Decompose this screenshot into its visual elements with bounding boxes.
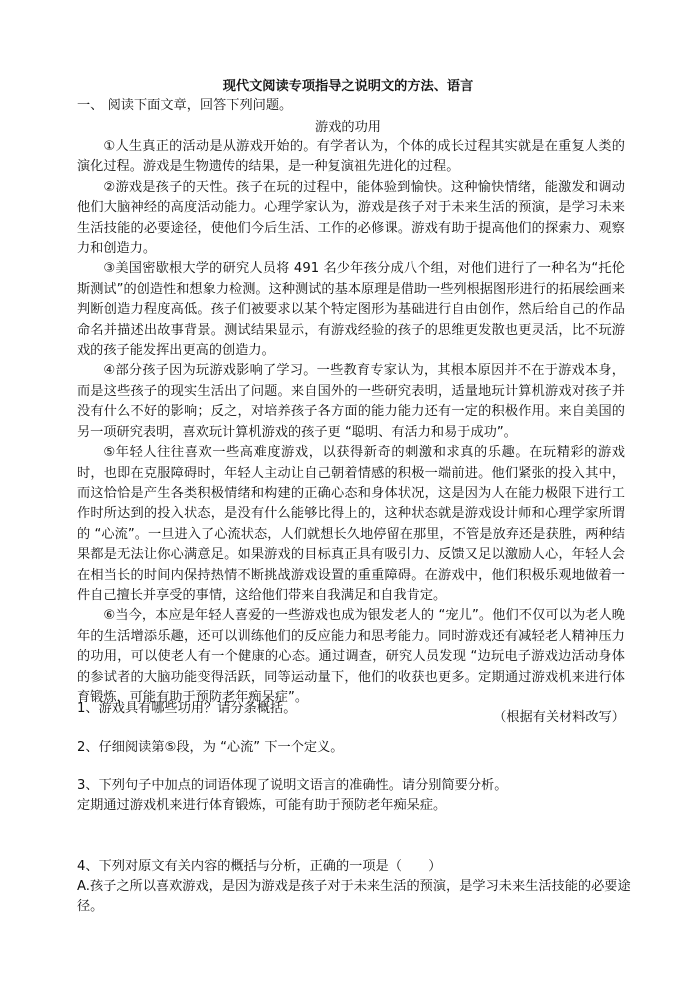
paragraph-6: ⑥当今，本应是年轻人喜爱的一些游戏也成为银发老人的 “宠儿”。他们不仅可以为老人晚年的生活增添乐趣，还可以训练他们的反应能力和思考能力。同时游戏还有减轻老人精神压力的功用，可以使老人有一个健康的心态。通过调查，研究人员发现 “边玩电子游戏边活动身体的参试者的大脑功能变得活跃，同等运动量下，他们的收获也更多。定期通过游戏机来进行体育锻炼，可能有助于预防老年痴呆症”。 [77,608,625,705]
article-body [77,137,625,729]
section-heading: 一、 阅读下面文章，回答下列问题。 [77,98,293,113]
paragraph-3: ③美国密歇根大学的研究人员将 491 名少年孩分成八个组，对他们进行了一种名为“托伦斯测试”的创造性和想象力检测。这种测试的基本原理是借助一些列根据图形进行的拓展绘画来判断创造力程度高低。孩子们被要求以某个特定图形为基础进行自由创作，然后给自己的作品命名并描述出故事背景。测试结果显示，有游戏经验的孩子的思维更发散也更灵活，比不玩游戏的孩子能发挥出更高的创造力。 [77,261,625,359]
source-note: （根据有关材料改写） [493,710,625,726]
question-3: 3、下列句子中加点的词语体现了说明文语言的准确性。请分别简要分析。 [77,778,508,793]
page-title: 现代文阅读专项指导之说明文的方法、语言 [222,79,474,94]
question-4-option-a: A.孩子之所以喜欢游戏，是因为游戏是孩子对于未来生活的预演，是学习未来生活技能的必要途径。 [77,879,631,914]
question-1: 1、游戏具有哪些功用？请分条概括。 [77,701,297,716]
question-4: 4、下列对原文有关内容的概括与分析，正确的一项是（ ） [77,859,442,874]
article-title: 游戏的功用 [315,120,381,135]
paragraph-5: ⑤年轻人往往喜欢一些高难度游戏，以获得新奇的刺激和求真的乐趣。在玩精彩的游戏时，也即在克服障碍时，年轻人主动让自己朝着情感的积极一端前进。他们紧张的投入其中，而这恰恰是产生各类积极情绪和构建的正确心态和身体状况，这是因为人在能力极限下进行工作时所达到的投入状态，是没有什么能够比得上的，这种状态就是游戏设计师和心理学家所谓的 “心流”。一旦进入了心流状态，人们就想长久地停留在那里，不管是放弃还是获胜，两种结果都是无法让你心满意足。如果游戏的目标真正具有吸引力、反馈又足以激励人心，年轻人会在相当长的时间内保持热情不断挑战游戏设置的重重障碍。在游戏中，他们积极乐观地做着一件自己擅长并享受的事情，这给他们带来自我满足和自我肯定。 [77,445,625,603]
paragraph-2: ②游戏是孩子的天性。孩子在玩的过程中，能体验到愉快。这种愉快情绪，能激发和调动他们大脑神经的高度活动能力。心理学家认为，游戏是孩子对于未来生活的预演，是学习未来生活技能的必要途径，使他们今后生活、工作的必修课。游戏有助于提高他们的探索力、观察力和创造力。 [77,179,625,257]
question-2: 2、仔细阅读第⑤段，为 “心流” 下一个定义。 [77,740,344,755]
paragraph-4: ④部分孩子因为玩游戏影响了学习。一些教育专家认为，其根本原因并不在于游戏本身，而是这些孩子的现实生活出了问题。来自国外的一些研究表明，适量地玩计算机游戏对孩子并没有什么不好的影响；反之，对培养孩子各方面的能力能力还有一定的积极作用。来自美国的另一项研究表明，喜欢玩计算机游戏的孩子更 “聪明、有活力和易于成功”。 [77,363,625,440]
question-3-sentence: 定期通过游戏机来进行体育锻炼，可能有助于预防老年痴呆症。 [77,798,447,813]
paragraph-1: ①人生真正的活动是从游戏开始的。有学者认为，个体的成长过程其实就是在重复人类的演化过程。游戏是生物遗传的结果，是一种复演祖先进化的过程。 [77,139,625,175]
